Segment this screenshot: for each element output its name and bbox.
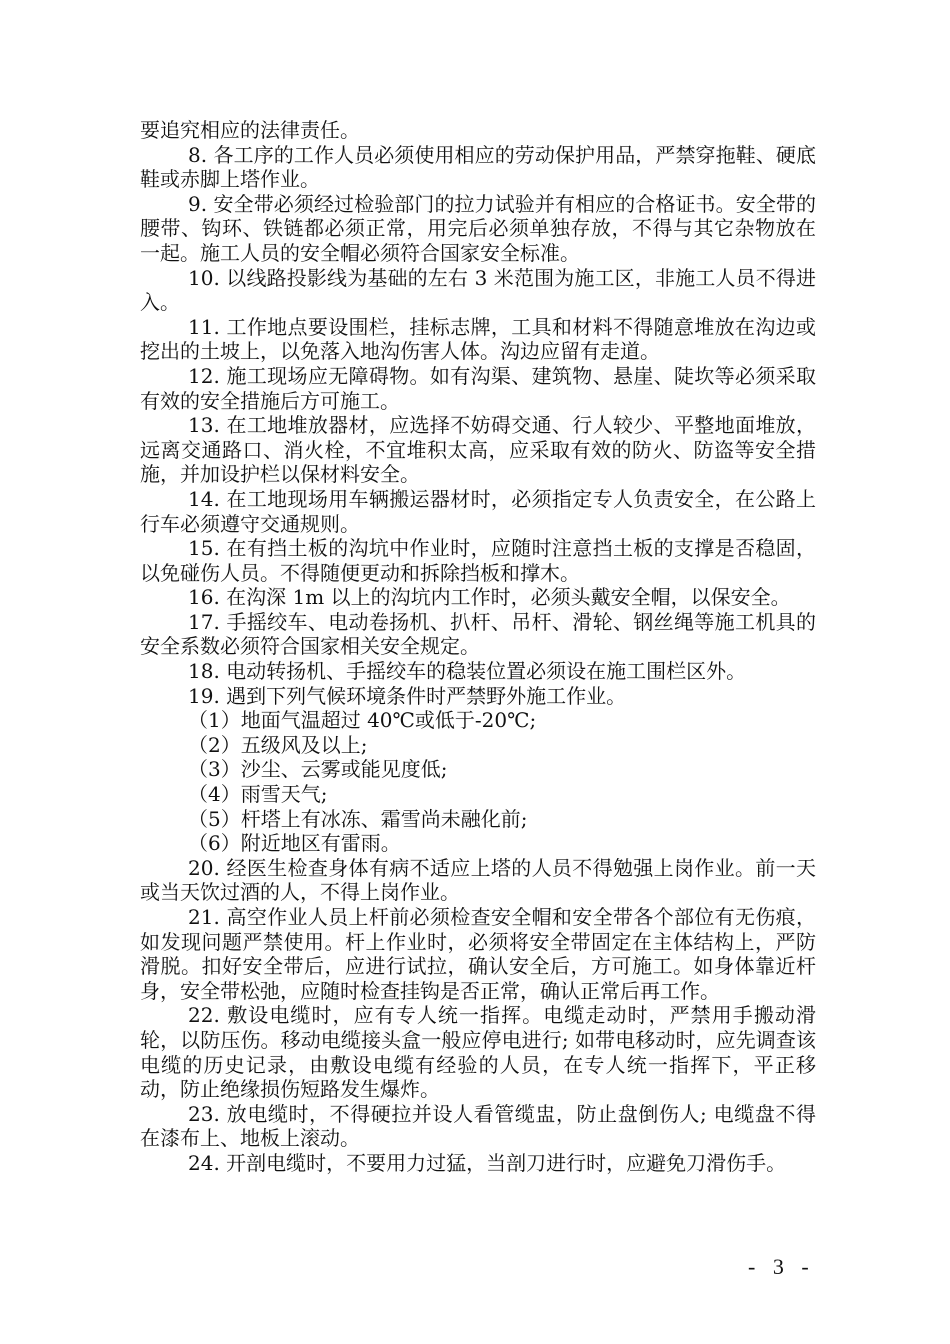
paragraph-item-12: 12. 施工现场应无障碍物。如有沟渠、建筑物、悬崖、陡坎等必须采取有效的安全措施后方可施工。 xyxy=(140,363,816,413)
paragraph-item-23: 23. 放电缆时，不得硬拉并设人看管缆盅，防止盘倒伤人; 电缆盘不得在漆布上、地板上滚动。 xyxy=(140,1101,816,1151)
paragraph-item-13: 13. 在工地堆放器材，应选择不妨碍交通、行人较少、平整地面堆放，远离交通路口、消火栓，不宜堆积太高，应采取有效的防火、防盗等安全措施，并加设护栏以保材料安全。 xyxy=(140,413,816,487)
paragraph-item-22: 22. 敷设电缆时，应有专人统一指挥。电缆走动时，严禁用手搬动滑轮，以防压伤。移动电缆接头盒一般应停电进行; 如带电移动时，应先调查该电缆的历史记录，由敷设电缆有经验的人员，在专人统一指挥下，平正移动，防止绝缘损伤短路发生爆炸。 xyxy=(140,1003,816,1102)
paragraph-item-21: 21. 高空作业人员上杆前必须检查安全帽和安全带各个部位有无伤痕，如发现问题严禁使用。杆上作业时，必须将安全带固定在主体结构上，严防滑脱。扣好安全带后，应进行试拉，确认安全后，方可施工。如身体靠近杆身，安全带松弛，应随时检查挂钩是否正常，确认正常后再工作。 xyxy=(140,905,816,1003)
paragraph-item-11: 11. 工作地点要设围栏，挂标志牌，工具和材料不得随意堆放在沟边或挖出的土坡上，以免落入地沟伤害人体。沟边应留有走道。 xyxy=(140,314,816,364)
sub-item-3: （3）沙尘、云雾或能见度低; xyxy=(188,757,448,782)
sub-item-1: （1）地面气温超过 40℃或低于-20℃; xyxy=(188,708,537,733)
paragraph-item-9: 9. 安全带必须经过检验部门的拉力试验并有相应的合格证书。安全带的腰带、钩环、铁链都必须正常，用完后必须单独存放，不得与其它杂物放在一起。施工人员的安全帽必须符合国家安全标准。 xyxy=(140,191,816,265)
paragraph-item-19: 19. 遇到下列气候环境条件时严禁野外施工作业。 xyxy=(188,683,627,708)
document-body xyxy=(140,118,816,1176)
paragraph-item-20: 20. 经医生检查身体有病不适应上塔的人员不得勉强上岗作业。前一天或当天饮过酒的人，不得上岗作业。 xyxy=(140,855,816,905)
paragraph-continuation: 要追究相应的法律责任。 xyxy=(140,118,360,142)
sub-item-4: （4）雨雪天气; xyxy=(188,782,328,807)
sub-item-2: （2）五级风及以上; xyxy=(188,732,368,757)
paragraph-item-18: 18. 电动转扬机、手摇绞车的稳装位置必须设在施工围栏区外。 xyxy=(188,659,747,684)
sub-item-5: （5）杆塔上有冰冻、霜雪尚未融化前; xyxy=(188,806,528,831)
paragraph-item-24: 24. 开剖电缆时，不要用力过猛，当剖刀进行时，应避免刀滑伤手。 xyxy=(188,1150,787,1175)
paragraph-item-10: 10. 以线路投影线为基础的左右 3 米范围为施工区，非施工人员不得进入。 xyxy=(140,265,816,315)
paragraph-item-16: 16. 在沟深 1m 以上的沟坑内工作时，必须头戴安全帽，以保安全。 xyxy=(188,585,791,610)
page-number: - 3 - xyxy=(748,1254,815,1279)
paragraph-item-14: 14. 在工地现场用车辆搬运器材时，必须指定专人负责安全，在公路上行车必须遵守交通规则。 xyxy=(140,486,816,536)
paragraph-item-17: 17. 手摇绞车、电动卷扬机、扒杆、吊杆、滑轮、钢丝绳等施工机具的安全系数必须符合国家相关安全规定。 xyxy=(140,609,816,659)
paragraph-item-8: 8. 各工序的工作人员必须使用相应的劳动保护用品，严禁穿拖鞋、硬底鞋或赤脚上塔作业。 xyxy=(140,142,816,192)
sub-item-6: （6）附近地区有雷雨。 xyxy=(188,831,401,856)
paragraph-item-15: 15. 在有挡土板的沟坑中作业时，应随时注意挡土板的支撑是否稳固，以免碰伤人员。不得随便更动和拆除挡板和撑木。 xyxy=(140,536,816,585)
